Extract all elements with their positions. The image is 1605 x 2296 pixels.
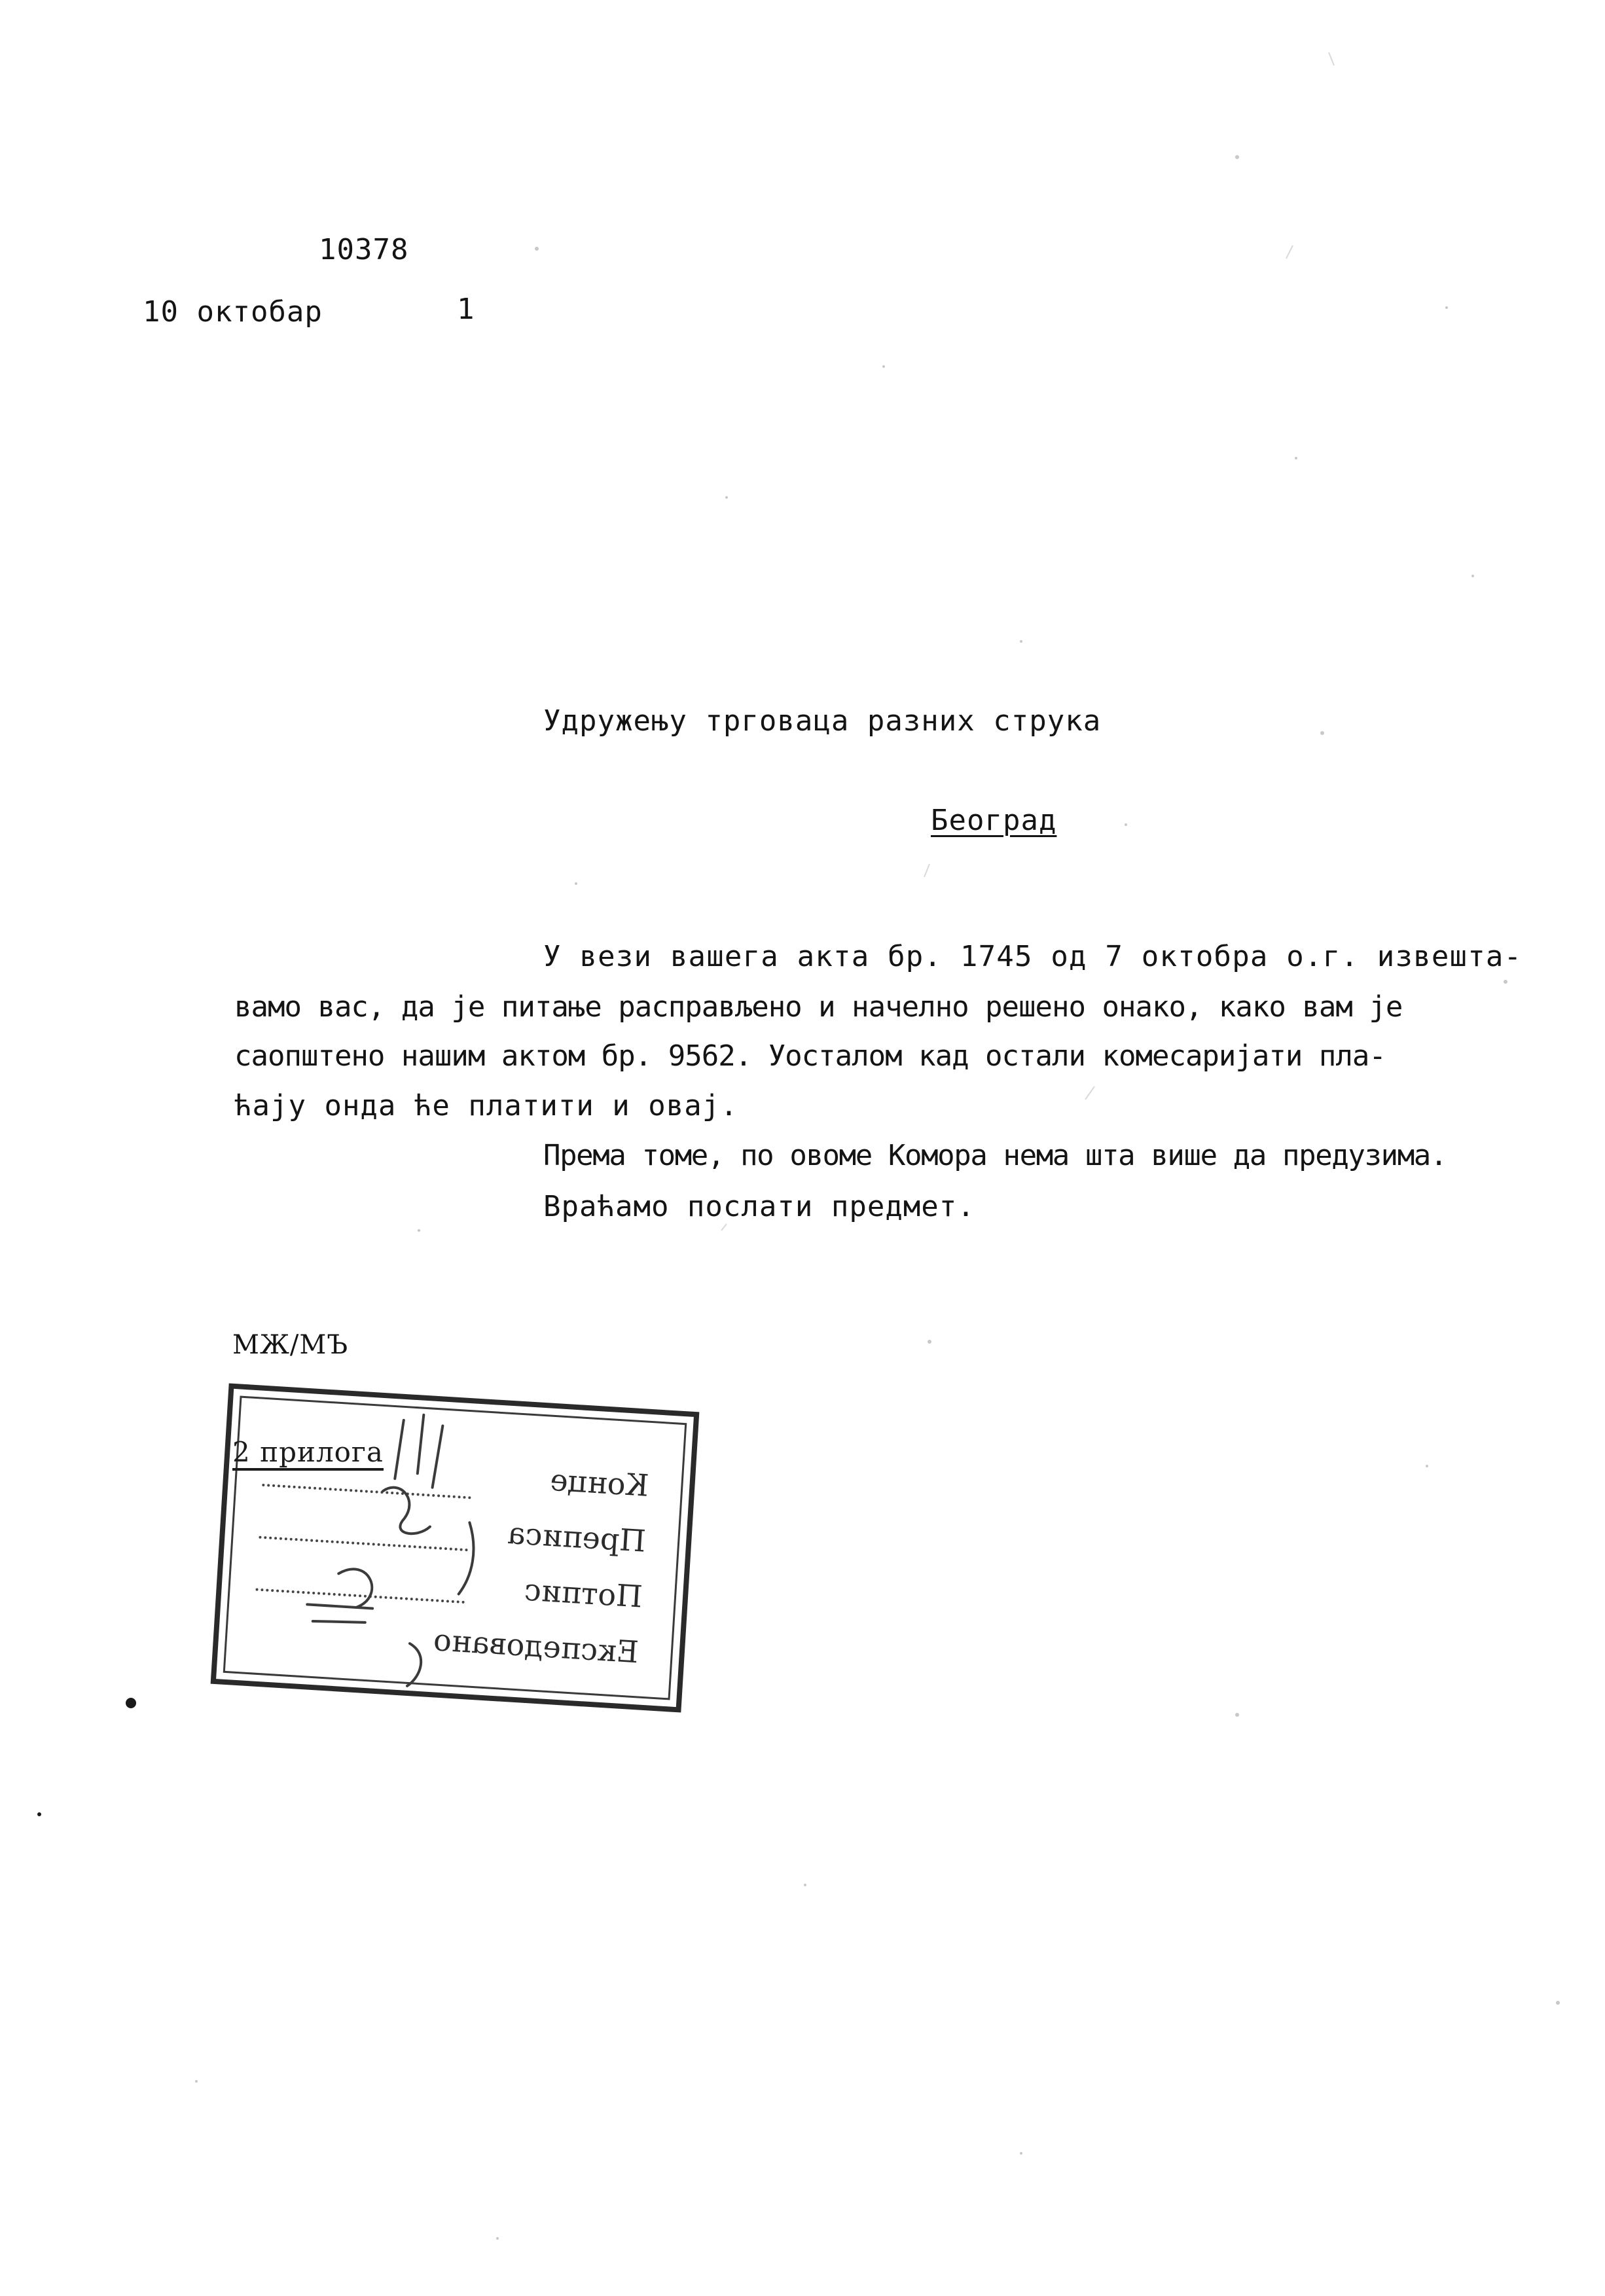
addressee-name: Удружењу трговаца разних струка xyxy=(543,704,1102,738)
stamp-handwriting-mark xyxy=(211,1383,700,1712)
body-line: Према томе, по овоме Комора нема шта више да предузима. xyxy=(543,1139,1447,1172)
registry-stamp xyxy=(211,1383,700,1712)
stamp-label: Преписа xyxy=(506,1515,647,1559)
body-line: вамо вас, да је питање расправљено и начелно решено онако, како вам је xyxy=(234,990,1403,1024)
stamp-label: Потпис xyxy=(523,1571,643,1615)
body-line: У вези вашега акта бр. 1745 од 7 октобра о.г. извешта- xyxy=(543,940,1523,973)
attachments-count: 2 прилога xyxy=(232,1436,384,1468)
body-line: ћају онда ће платити и овај. xyxy=(234,1089,738,1122)
typist-initials: МЖ/МЪ xyxy=(232,1330,349,1360)
date-year-digit: 1 xyxy=(457,293,475,326)
document-date: 10 октобар xyxy=(143,295,323,329)
reference-number: 10378 xyxy=(319,233,409,266)
body-line: Враћамо послати предмет. xyxy=(543,1190,975,1223)
stamp-label: Конце xyxy=(549,1462,651,1503)
addressee-city: Београд xyxy=(931,804,1057,837)
body-line: саопштено нашим актом бр. 9562. Уосталом кад остали комесаријати пла- xyxy=(234,1039,1386,1073)
stamp-label: Експедовано xyxy=(433,1622,640,1670)
